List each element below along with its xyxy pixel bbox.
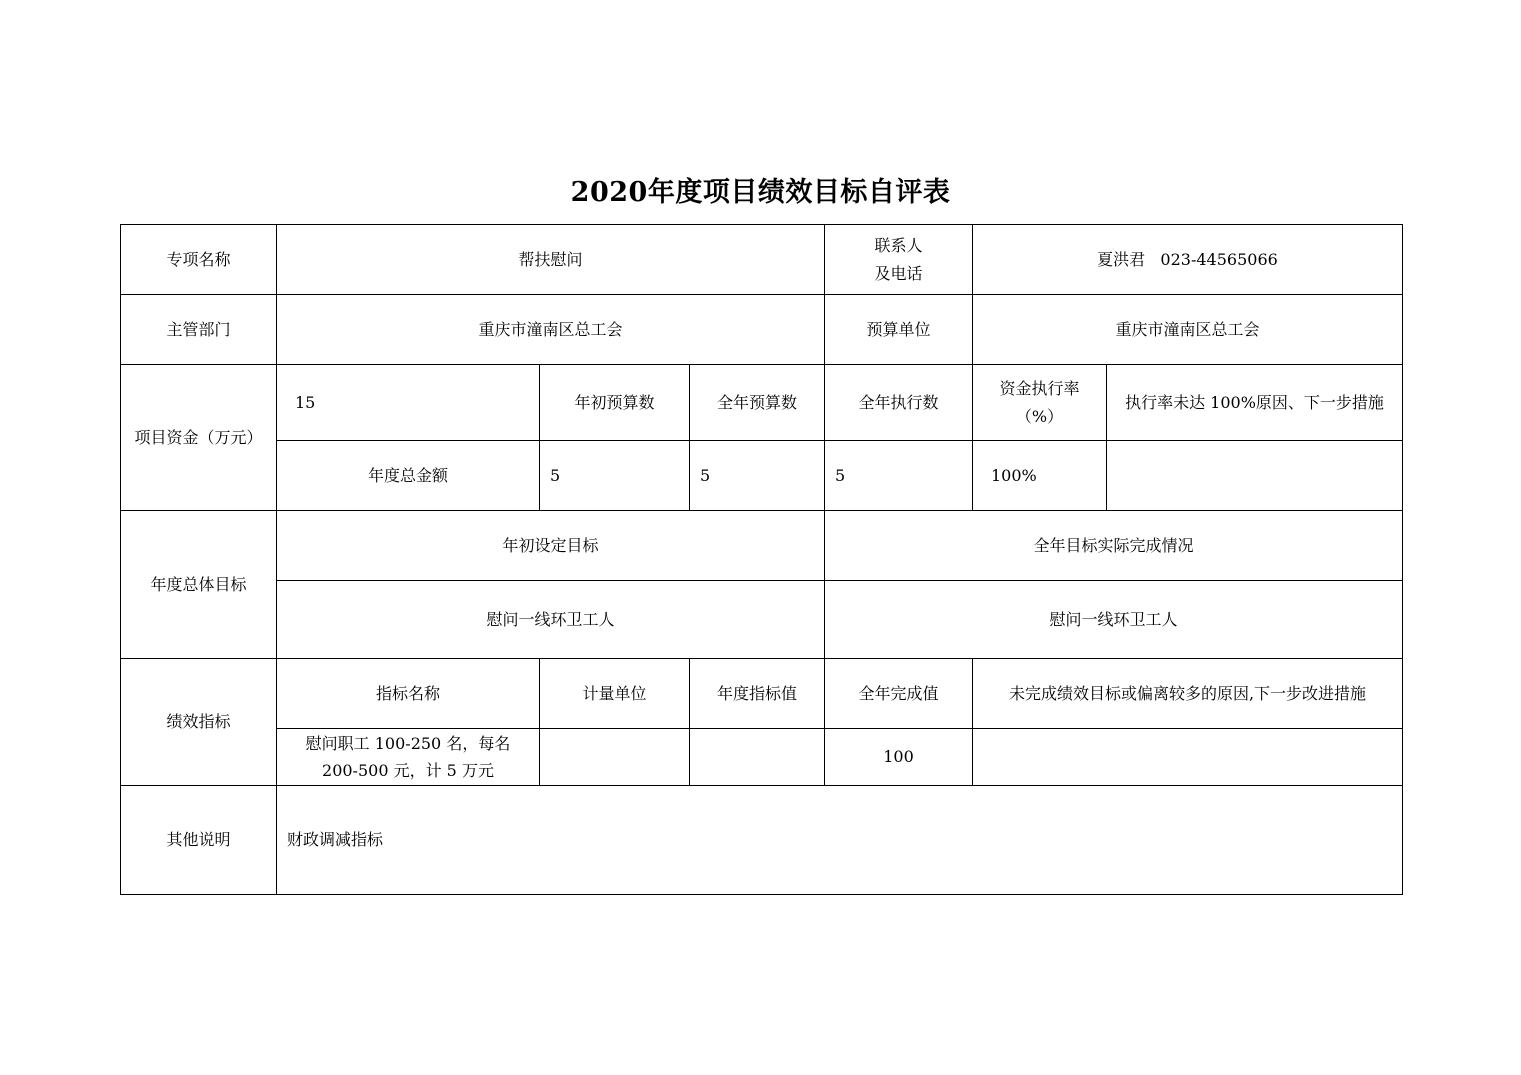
- row-indicators-value: [121, 729, 1403, 786]
- row-dept: [121, 295, 1403, 365]
- other-label: 其他说明: [121, 786, 277, 895]
- annual-budget-value: 5: [690, 441, 825, 511]
- funds-label: 项目资金（万元）: [121, 365, 277, 511]
- initial-budget-value: 5: [540, 441, 690, 511]
- goals-actual-header: 全年目标实际完成情况: [825, 511, 1403, 581]
- indicator-unit-header: 计量单位: [540, 659, 690, 729]
- row-goals-header: [121, 511, 1403, 581]
- initial-budget-header: 年初预算数: [540, 365, 690, 441]
- funds-amount: 15: [277, 365, 540, 441]
- contact-label: 联系人 及电话: [825, 225, 973, 295]
- total-amount-label: 年度总金额: [277, 441, 540, 511]
- row-funds-header: [121, 365, 1403, 441]
- indicator-actual-value: 100: [825, 729, 973, 786]
- project-name-value: 帮扶慰问: [277, 225, 825, 295]
- goals-label: 年度总体目标: [121, 511, 277, 659]
- project-name-label: 专项名称: [121, 225, 277, 295]
- goals-set-value: 慰问一线环卫工人: [277, 581, 825, 659]
- exec-rate-header: 资金执行率 （%）: [973, 365, 1107, 441]
- budget-unit-label: 预算单位: [825, 295, 973, 365]
- exec-reason-header: 执行率未达 100%原因、下一步措施: [1107, 365, 1403, 441]
- indicator-reason-header: 未完成绩效目标或偏离较多的原因,下一步改进措施: [973, 659, 1403, 729]
- contact-value: 夏洪君 023-44565066: [973, 225, 1403, 295]
- dept-value: 重庆市潼南区总工会: [277, 295, 825, 365]
- annual-exec-value: 5: [825, 441, 973, 511]
- indicator-actual-header: 全年完成值: [825, 659, 973, 729]
- indicator-reason-value: [973, 729, 1403, 786]
- annual-budget-header: 全年预算数: [690, 365, 825, 441]
- page-title: 2020年度项目绩效目标自评表: [570, 177, 951, 208]
- goals-actual-value: 慰问一线环卫工人: [825, 581, 1403, 659]
- exec-reason-value: [1107, 441, 1403, 511]
- indicator-unit-value: [540, 729, 690, 786]
- evaluation-table: [120, 224, 1403, 895]
- dept-label: 主管部门: [121, 295, 277, 365]
- row-goals-values: [121, 581, 1403, 659]
- other-value: 财政调减指标: [277, 786, 1403, 895]
- row-other: [121, 786, 1403, 895]
- indicators-label: 绩效指标: [121, 659, 277, 786]
- annual-exec-header: 全年执行数: [825, 365, 973, 441]
- indicator-target-value: [690, 729, 825, 786]
- row-indicators-header: [121, 659, 1403, 729]
- indicator-target-header: 年度指标值: [690, 659, 825, 729]
- exec-rate-value: 100%: [973, 441, 1107, 511]
- goals-set-header: 年初设定目标: [277, 511, 825, 581]
- row-project: [121, 225, 1403, 295]
- indicator-name-value: 慰问职工 100-250 名，每名 200-500 元，计 5 万元: [277, 729, 540, 786]
- row-funds-total: [121, 441, 1403, 511]
- indicator-name-header: 指标名称: [277, 659, 540, 729]
- budget-unit-value: 重庆市潼南区总工会: [973, 295, 1403, 365]
